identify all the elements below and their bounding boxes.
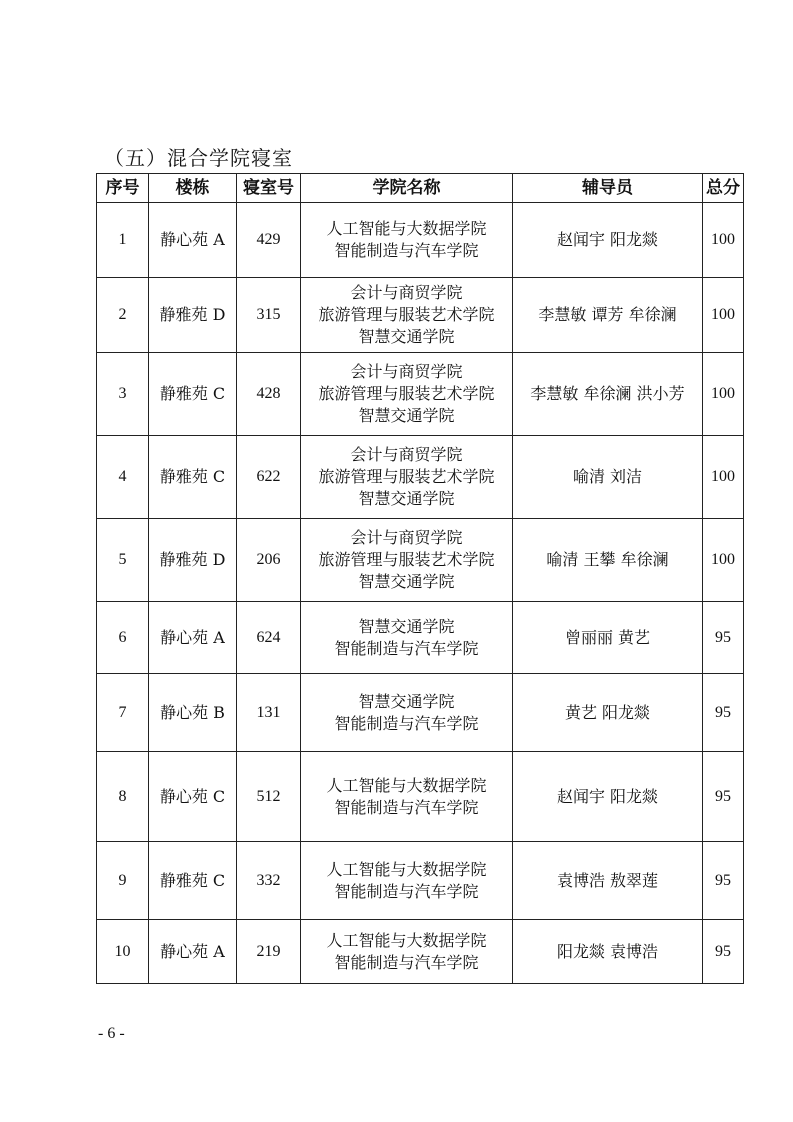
cell-score: 100 — [703, 278, 744, 353]
header-score: 总分 — [703, 174, 744, 203]
cell-building: 静心苑 C — [149, 752, 237, 842]
table-row — [97, 842, 744, 920]
college-line: 人工智能与大数据学院 — [326, 775, 487, 795]
college-line: 会计与商贸学院 — [350, 362, 463, 381]
college-line: 智能制造与汽车学院 — [334, 713, 479, 733]
cell-room: 206 — [237, 519, 301, 602]
cell-room: 332 — [237, 842, 301, 920]
cell-college — [301, 278, 513, 353]
cell-college — [301, 353, 513, 436]
college-line: 会计与商贸学院 — [350, 283, 463, 302]
cell-room: 429 — [237, 203, 301, 278]
cell-building: 静雅苑 D — [149, 278, 237, 353]
cell-counselor: 李慧敏 谭芳 牟徐澜 — [513, 278, 703, 353]
header-counselor: 辅导员 — [513, 174, 703, 203]
table-row — [97, 278, 744, 353]
cell-number: 9 — [97, 842, 149, 920]
cell-building: 静雅苑 C — [149, 353, 237, 436]
cell-building: 静雅苑 C — [149, 842, 237, 920]
cell-room: 512 — [237, 752, 301, 842]
cell-building: 静心苑 A — [149, 203, 237, 278]
college-line: 旅游管理与服装艺术学院 — [318, 550, 495, 569]
table-row — [97, 920, 744, 984]
header-building: 楼栋 — [149, 174, 237, 203]
college-line: 人工智能与大数据学院 — [326, 859, 487, 879]
cell-college — [301, 752, 513, 842]
cell-college — [301, 674, 513, 752]
table-row — [97, 602, 744, 674]
cell-room: 131 — [237, 674, 301, 752]
cell-college — [301, 436, 513, 519]
cell-score: 100 — [703, 436, 744, 519]
cell-counselor: 黄艺 阳龙燚 — [513, 674, 703, 752]
header-number: 序号 — [97, 174, 149, 203]
cell-score: 100 — [703, 203, 744, 278]
cell-counselor: 李慧敏 牟徐澜 洪小芳 — [513, 353, 703, 436]
cell-score: 100 — [703, 519, 744, 602]
college-line: 人工智能与大数据学院 — [326, 219, 487, 238]
cell-number: 5 — [97, 519, 149, 602]
college-line: 智能制造与汽车学院 — [334, 638, 479, 658]
cell-building: 静心苑 B — [149, 674, 237, 752]
cell-number: 4 — [97, 436, 149, 519]
cell-building: 静雅苑 D — [149, 519, 237, 602]
cell-room: 315 — [237, 278, 301, 353]
cell-college — [301, 602, 513, 674]
table-row — [97, 752, 744, 842]
cell-number: 6 — [97, 602, 149, 674]
college-line: 会计与商贸学院 — [350, 528, 463, 547]
cell-building: 静心苑 A — [149, 920, 237, 984]
cell-college — [301, 203, 513, 278]
cell-college — [301, 519, 513, 602]
header-college: 学院名称 — [301, 174, 513, 203]
cell-room: 219 — [237, 920, 301, 984]
cell-number: 10 — [97, 920, 149, 984]
college-line: 人工智能与大数据学院 — [326, 930, 487, 950]
cell-building: 静雅苑 C — [149, 436, 237, 519]
college-line: 旅游管理与服装艺术学院 — [318, 305, 495, 324]
cell-counselor: 喻清 王攀 牟徐澜 — [513, 519, 703, 602]
college-line: 旅游管理与服装艺术学院 — [318, 467, 495, 486]
cell-number: 8 — [97, 752, 149, 842]
college-line: 智能制造与汽车学院 — [334, 952, 479, 972]
college-line: 智慧交通学院 — [358, 406, 455, 425]
cell-counselor: 阳龙燚 袁博浩 — [513, 920, 703, 984]
college-line: 智能制造与汽车学院 — [334, 241, 479, 260]
page-number: - 6 - — [98, 1025, 125, 1042]
cell-counselor: 曾丽丽 黄艺 — [513, 602, 703, 674]
header-room: 寝室号 — [237, 174, 301, 203]
table-row — [97, 203, 744, 278]
section-heading: （五）混合学院寝室 — [104, 146, 293, 170]
college-line: 智慧交通学院 — [358, 691, 455, 711]
table-row — [97, 674, 744, 752]
cell-score: 100 — [703, 353, 744, 436]
cell-room: 428 — [237, 353, 301, 436]
table-header-row — [97, 174, 744, 203]
college-line: 旅游管理与服装艺术学院 — [318, 384, 495, 403]
table-row — [97, 436, 744, 519]
cell-number: 2 — [97, 278, 149, 353]
cell-college — [301, 920, 513, 984]
cell-college — [301, 842, 513, 920]
cell-number: 3 — [97, 353, 149, 436]
cell-number: 7 — [97, 674, 149, 752]
cell-score: 95 — [703, 674, 744, 752]
cell-number: 1 — [97, 203, 149, 278]
college-line: 智慧交通学院 — [358, 572, 455, 591]
cell-counselor: 赵闻宇 阳龙燚 — [513, 752, 703, 842]
college-line: 智能制造与汽车学院 — [334, 881, 479, 901]
cell-score: 95 — [703, 602, 744, 674]
cell-building: 静心苑 A — [149, 602, 237, 674]
college-line: 智慧交通学院 — [358, 489, 455, 508]
cell-score: 95 — [703, 920, 744, 984]
cell-room: 624 — [237, 602, 301, 674]
cell-counselor: 袁博浩 敖翠莲 — [513, 842, 703, 920]
cell-score: 95 — [703, 842, 744, 920]
cell-counselor: 赵闻宇 阳龙燚 — [513, 203, 703, 278]
cell-counselor: 喻清 刘洁 — [513, 436, 703, 519]
cell-room: 622 — [237, 436, 301, 519]
dorm-score-table — [96, 173, 744, 984]
table-row — [97, 353, 744, 436]
college-line: 会计与商贸学院 — [350, 445, 463, 464]
college-line: 智慧交通学院 — [358, 616, 455, 636]
college-line: 智能制造与汽车学院 — [334, 797, 479, 817]
college-line: 智慧交通学院 — [358, 327, 455, 346]
cell-score: 95 — [703, 752, 744, 842]
table-row — [97, 519, 744, 602]
